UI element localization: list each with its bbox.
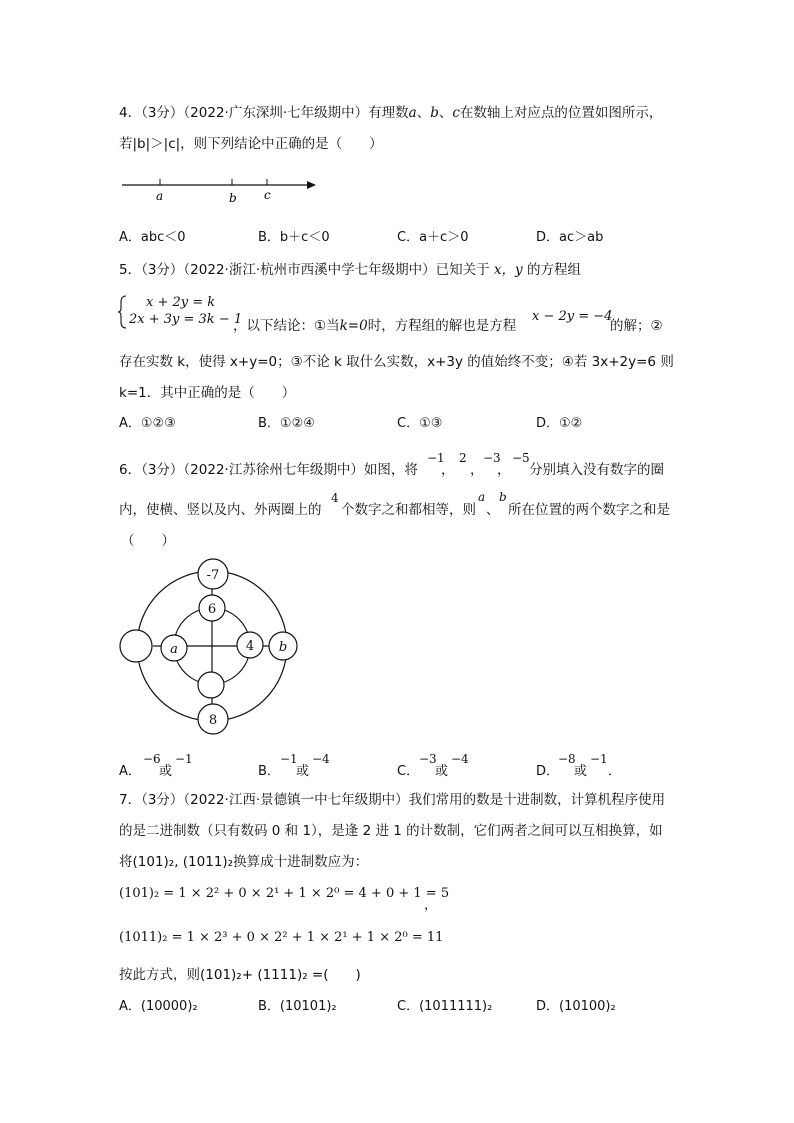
q5-option-b: B．①②④: [258, 416, 315, 431]
q5-equation-system: [118, 294, 243, 330]
q6-option-d-or: 或: [574, 764, 588, 779]
q6-option-b-label: B．: [258, 764, 280, 779]
q6-option-a-v2: −1: [175, 752, 193, 766]
q7-line6: 按此方式，则(101)₂+ (1111)₂ =( ): [119, 967, 361, 983]
q5-line1: [119, 261, 581, 279]
label-a: a: [170, 642, 178, 657]
q6-option-d: [536, 752, 666, 782]
q7-option-a: A．(10000)₂: [119, 999, 198, 1014]
q4-line2: 若|b|＞|c|，则下列结论中正确的是（ ）: [119, 136, 383, 152]
q5-line2: [233, 317, 516, 335]
q4-var-a: a: [408, 105, 417, 121]
q6-line2-sep: 、: [486, 502, 500, 518]
q5-line4: k=1．其中正确的是（ ）: [119, 385, 296, 401]
q6-line2-b: 个数字之和都相等，则: [341, 502, 476, 518]
label-top: -7: [206, 568, 220, 583]
q4-option-d: D．ac＞ab: [536, 230, 604, 245]
q7-eq2: (1011)₂ = 1 × 2³ + 0 × 2² + 1 × 2¹ + 1 × 2⁰ = 11: [119, 930, 444, 945]
q6-option-a-or: 或: [159, 764, 173, 779]
q6-option-a-v1: −6: [143, 752, 161, 766]
q5-line2-a: ，以下结论：①当: [233, 318, 340, 334]
axis-label-c: c: [264, 188, 271, 202]
q5-option-c: C．①③: [397, 416, 443, 431]
q4-option-c: C．a＋c＞0: [397, 230, 469, 245]
q6-option-c-v2: −4: [451, 752, 469, 766]
q6-suffix: 分别填入没有数字的圈: [529, 462, 664, 478]
q6-line2-num: 4: [331, 491, 339, 505]
q5-line2-d: 的解；②: [610, 318, 663, 334]
q6-option-c-v1: −3: [419, 752, 437, 766]
q6-line2-a: 内，使横、竖以及内、外两圈上的: [119, 502, 322, 518]
q7-option-b: B．(10101)₂: [258, 999, 337, 1014]
q4-prefix: 4．（3分）（2022·广东深圳·七年级期中）有理数: [119, 105, 409, 121]
q6-line2-c: 所在位置的两个数字之和是: [508, 502, 670, 518]
q6-sep-3: ，: [497, 462, 511, 478]
q7-option-c: C．(1011111)₂: [397, 999, 493, 1014]
q5-option-d: D．①②: [536, 416, 583, 431]
q6-line2-var-b: b: [499, 490, 507, 504]
q5-prefix: 5．（3分）（2022·浙江·杭州市西溪中学七年级期中）已知关于: [119, 262, 490, 278]
q6-option-c: [397, 752, 527, 782]
q4-suffix: 在数轴上对应点的位置如图所示，: [459, 105, 663, 121]
circle-left-outer: [120, 630, 152, 662]
axis-label-b: b: [229, 191, 237, 205]
q4-sep2: 、: [438, 105, 453, 121]
q7-line1: 7．（3分）（2022·江西·景德镇一中七年级期中）我们常用的数是十进制数，计算机程序使用: [119, 792, 666, 808]
q6-option-a-label: A．: [119, 764, 141, 779]
q6-option-d-label: D．: [536, 764, 560, 779]
q6-option-b-v2: −4: [312, 752, 330, 766]
label-b: b: [278, 640, 288, 655]
axis-label-a: a: [156, 189, 164, 203]
label-4: 4: [245, 639, 255, 654]
q5-line2-eq: x − 2y = −4: [532, 309, 613, 324]
q6-num-1: −1: [427, 451, 445, 465]
q6-num-3: −3: [483, 451, 501, 465]
label-inner-top: 6: [207, 602, 217, 617]
q6-option-b-v1: −1: [280, 752, 298, 766]
q4-line1: [119, 104, 662, 122]
q4-option-b: B．b＋c＜0: [258, 230, 330, 245]
q6-option-d-end: ．: [608, 764, 622, 779]
axis-arrow: [307, 181, 316, 189]
q6-option-c-label: C．: [397, 764, 420, 779]
q6-option-b-or: 或: [296, 764, 310, 779]
q5-vars: x，y: [493, 262, 523, 278]
q6-option-d-v1: −8: [558, 752, 576, 766]
q6-option-b: [258, 752, 388, 782]
q6-sep-2: ，: [470, 462, 484, 478]
q6-line2-var-a: a: [478, 490, 486, 504]
q6-option-d-v2: −1: [590, 752, 608, 766]
q5-eq1: x + 2y = k: [146, 295, 216, 310]
q6-sep-1: ，: [441, 462, 455, 478]
circle-inner-bottom: [198, 672, 224, 698]
q6-num-2: 2: [459, 451, 467, 465]
q5-option-a: A．①②③: [119, 416, 176, 431]
label-bottom: 8: [208, 713, 218, 728]
q4-var-c: c: [452, 105, 460, 121]
q7-eq1-end: ，: [424, 897, 438, 913]
q4-number-line: [118, 172, 328, 206]
q7-line2: 的是二进制数（只有数码 0 和 1），是逢 2 进 1 的计数制，它们两者之间可以互相换算，如: [119, 823, 663, 839]
q6-line3: （ ）: [121, 533, 175, 549]
q5-suffix: 的方程组: [526, 262, 581, 278]
q5-eq2: 2x + 3y = 3k − 1: [129, 312, 243, 327]
q6-circle-diagram: [116, 556, 306, 742]
q6-option-a: [119, 752, 249, 782]
q4-option-a: A．abc＜0: [119, 230, 186, 245]
q4-var-b: b: [430, 105, 439, 121]
brace-icon: [118, 294, 128, 330]
q5-line2-k: k=0: [339, 318, 368, 334]
q7-option-d: D．(10100)₂: [536, 999, 616, 1014]
q7-eq1: (101)₂ = 1 × 2² + 0 × 2¹ + 1 × 2⁰ = 4 + 0 + 1 = 5: [119, 886, 450, 901]
q7-line3: 将(101)₂, (1011)₂换算成十进制数应为：: [119, 854, 369, 870]
q6-option-c-or: 或: [435, 764, 449, 779]
q5-line2-c: 时，方程组的解也是方程: [367, 318, 517, 334]
q6-num-4: −5: [512, 451, 530, 465]
q4-sep1: 、: [416, 105, 431, 121]
q5-line3: 存在实数 k，使得 x+y=0；③不论 k 取什么实数，x+3y 的值始终不变；④若 3x+2y=6 则: [119, 354, 674, 370]
q6-prefix: 6．（3分）（2022·江苏徐州七年级期中）如图，将: [119, 462, 418, 478]
